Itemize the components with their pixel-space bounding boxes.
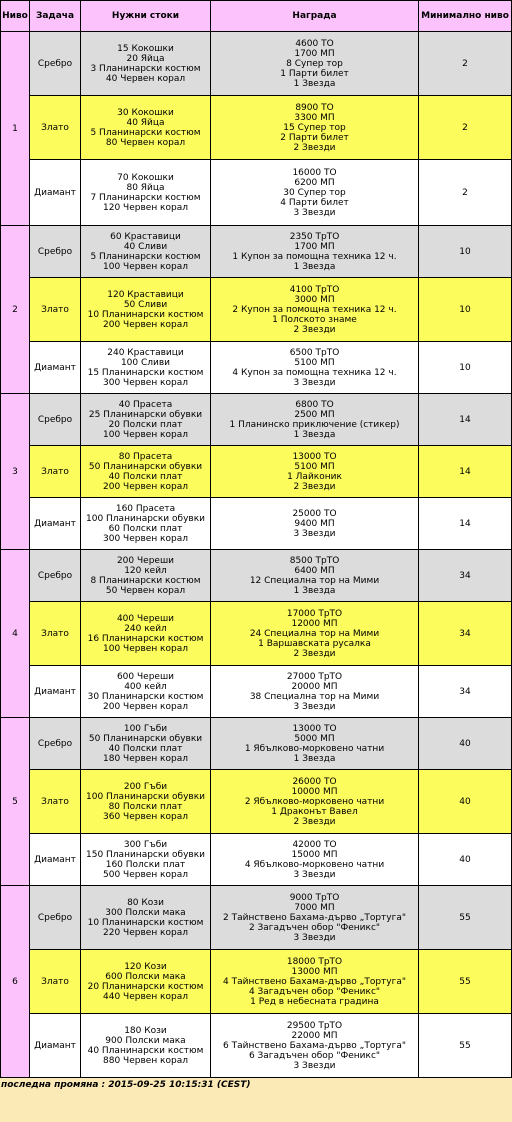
reward-item: 24 Специална тор на Мими	[249, 628, 380, 639]
min-level-cell: 2	[419, 32, 512, 96]
task-cell: Злато	[30, 278, 81, 342]
min-level-cell: 55	[419, 886, 512, 950]
goods-cell	[81, 886, 211, 950]
reward-cell	[211, 834, 419, 886]
reward-item: 12 Специална тор на Мими	[249, 575, 380, 586]
table-row	[1, 446, 512, 498]
reward-item: 1 Звезда	[293, 429, 336, 440]
min-level-cell: 2	[419, 96, 512, 160]
goods-item: 80 Яйца	[126, 182, 165, 193]
goods-item: 3 Планинарски костюм	[90, 63, 201, 74]
reward-item: 1700 МП	[294, 48, 335, 59]
table-row	[1, 394, 512, 446]
goods-item: 80 Червен корал	[105, 137, 186, 148]
reward-item: 26000 ТО	[292, 776, 337, 787]
reward-item: 1 Лайконик	[287, 471, 342, 482]
goods-item: 40 Прасета	[118, 399, 173, 410]
goods-cell	[81, 32, 211, 96]
reward-item: 3300 МП	[294, 112, 335, 123]
goods-item: 20 Планинарски костюм	[87, 981, 204, 992]
min-level-cell: 10	[419, 226, 512, 278]
goods-item: 300 Полски мака	[105, 907, 186, 918]
reward-item: 8500 ТрТО	[289, 555, 340, 566]
goods-item: 150 Планинарски обувки	[86, 849, 205, 860]
reward-item: 2 Звезди	[293, 816, 336, 827]
task-cell: Сребро	[30, 886, 81, 950]
table-row	[1, 96, 512, 160]
goods-cell	[81, 160, 211, 226]
reward-cell	[211, 718, 419, 770]
goods-item: 100 Червен корал	[103, 261, 188, 272]
goods-item: 220 Червен корал	[103, 927, 188, 938]
goods-item: 180 Червен корал	[103, 753, 188, 764]
goods-item: 40 Полски плат	[108, 471, 183, 482]
reward-item: 1 Парти билет	[280, 68, 349, 79]
goods-item: 8 Планинарски костюм	[90, 575, 201, 586]
task-cell: Злато	[30, 770, 81, 834]
table-row	[1, 498, 512, 550]
goods-item: 30 Планинарски костюм	[87, 691, 204, 702]
task-cell: Сребро	[30, 32, 81, 96]
reward-item: 5100 МП	[294, 357, 335, 368]
goods-item: 40 Полски плат	[108, 743, 183, 754]
reward-item: 30 Супер тор	[283, 187, 346, 198]
reward-cell	[211, 394, 419, 446]
task-cell: Диамант	[30, 498, 81, 550]
table-row	[1, 278, 512, 342]
goods-cell	[81, 96, 211, 160]
goods-item: 200 Червен корал	[103, 701, 188, 712]
reward-item: 1700 МП	[294, 241, 335, 252]
reward-item: 2 Звезди	[293, 142, 336, 153]
table-row	[1, 886, 512, 950]
min-level-cell: 10	[419, 342, 512, 394]
reward-item: 4 Тайнствено Бахама-дърво „Тортуга"	[223, 976, 406, 987]
table-row	[1, 834, 512, 886]
goods-cell	[81, 602, 211, 666]
min-level-cell: 14	[419, 446, 512, 498]
reward-item: 13000 МП	[291, 966, 338, 977]
reward-item: 25000 ТО	[292, 508, 337, 519]
header-level: Ниво	[1, 1, 30, 32]
reward-item: 1 Купон за помощна техника 12 ч.	[232, 251, 397, 262]
reward-item: 1 Звезда	[293, 261, 336, 272]
reward-item: 1 Драконът Вавел	[271, 806, 358, 817]
reward-item: 7000 МП	[294, 902, 335, 913]
goods-item: 120 кейл	[124, 565, 167, 576]
reward-item: 1 Звезда	[293, 78, 336, 89]
goods-item: 400 кейл	[124, 681, 167, 692]
goods-item: 50 Планинарски обувки	[88, 461, 203, 472]
task-cell: Диамант	[30, 834, 81, 886]
table-row	[1, 666, 512, 718]
min-level-cell: 14	[419, 498, 512, 550]
goods-item: 80 Кози	[127, 897, 164, 908]
task-cell: Злато	[30, 950, 81, 1014]
reward-item: 2500 МП	[294, 409, 335, 420]
goods-cell	[81, 550, 211, 602]
reward-item: 3000 МП	[294, 294, 335, 305]
goods-item: 120 Кози	[124, 961, 167, 972]
goods-item: 20 Полски плат	[108, 419, 183, 430]
reward-item: 2 Звезди	[293, 324, 336, 335]
goods-item: 20 Яйца	[126, 53, 165, 64]
header-min-level: Минимално ниво	[419, 1, 512, 32]
goods-cell	[81, 770, 211, 834]
level-cell: 4	[1, 550, 30, 718]
table-body	[1, 32, 512, 1078]
reward-item: 20000 МП	[291, 681, 338, 692]
min-level-cell: 34	[419, 666, 512, 718]
goods-item: 600 Полски мака	[105, 971, 186, 982]
goods-item: 100 Сливи	[120, 357, 171, 368]
goods-item: 300 Гъби	[123, 839, 168, 850]
reward-item: 17000 ТрТО	[286, 608, 343, 619]
table-row	[1, 550, 512, 602]
goods-item: 100 Планинарски обувки	[86, 513, 205, 524]
reward-item: 2 Звезди	[293, 481, 336, 492]
goods-item: 60 Краставици	[110, 231, 181, 242]
reward-item: 9400 МП	[294, 518, 335, 529]
reward-item: 8 Супер тор	[286, 58, 343, 69]
min-level-cell: 34	[419, 550, 512, 602]
goods-item: 50 Сливи	[123, 299, 168, 310]
reward-item: 9000 ТрТО	[289, 892, 340, 903]
reward-item: 1 Ред в небесната градина	[250, 996, 379, 1007]
reward-item: 2 Парти билет	[280, 132, 349, 143]
goods-item: 100 Червен корал	[103, 643, 188, 654]
goods-cell	[81, 498, 211, 550]
reward-item: 6800 ТО	[295, 399, 334, 410]
level-cell: 2	[1, 226, 30, 394]
reward-item: 4 Парти билет	[280, 197, 349, 208]
level-cell: 3	[1, 394, 30, 550]
reward-item: 4 Купон за помощна техника 12 ч.	[232, 367, 397, 378]
goods-item: 5 Планинарски костюм	[90, 127, 201, 138]
reward-item: 15 Супер тор	[283, 122, 346, 133]
reward-item: 3 Звезди	[293, 869, 336, 880]
reward-cell	[211, 666, 419, 718]
reward-cell	[211, 1014, 419, 1078]
reward-item: 3 Звезди	[293, 207, 336, 218]
reward-item: 27000 ТрТО	[286, 671, 343, 682]
goods-item: 160 Полски плат	[105, 859, 186, 870]
reward-item: 6400 МП	[294, 565, 335, 576]
goods-item: 100 Планинарски обувки	[86, 791, 205, 802]
table-row	[1, 32, 512, 96]
goods-item: 80 Полски плат	[108, 801, 183, 812]
goods-cell	[81, 834, 211, 886]
goods-item: 40 Сливи	[123, 241, 168, 252]
reward-cell	[211, 226, 419, 278]
goods-item: 80 Прасета	[118, 451, 173, 462]
reward-item: 13000 ТО	[292, 451, 337, 462]
goods-cell	[81, 394, 211, 446]
reward-item: 1 Звезда	[293, 585, 336, 596]
goods-item: 300 Червен корал	[103, 533, 188, 544]
task-cell: Диамант	[30, 160, 81, 226]
min-level-cell: 10	[419, 278, 512, 342]
goods-item: 50 Червен корал	[105, 585, 186, 596]
min-level-cell: 34	[419, 602, 512, 666]
task-cell: Сребро	[30, 718, 81, 770]
reward-item: 22000 МП	[291, 1030, 338, 1041]
reward-cell	[211, 950, 419, 1014]
table-header-row	[1, 1, 512, 32]
reward-item: 12000 МП	[291, 618, 338, 629]
goods-item: 360 Червен корал	[103, 811, 188, 822]
goods-cell	[81, 666, 211, 718]
reward-item: 13000 ТО	[292, 723, 337, 734]
goods-cell	[81, 342, 211, 394]
reward-item: 4 Ябълково-морковено чатни	[244, 859, 385, 870]
reward-item: 10000 МП	[291, 786, 338, 797]
reward-cell	[211, 342, 419, 394]
task-cell: Злато	[30, 602, 81, 666]
goods-item: 60 Полски плат	[108, 523, 183, 534]
table-row	[1, 342, 512, 394]
reward-item: 4100 ТрТО	[289, 284, 340, 295]
min-level-cell: 40	[419, 718, 512, 770]
goods-cell	[81, 226, 211, 278]
goods-item: 200 Гъби	[123, 781, 168, 792]
min-level-cell: 14	[419, 394, 512, 446]
goods-item: 15 Кокошки	[117, 43, 174, 54]
goods-item: 100 Гъби	[123, 723, 168, 734]
goods-item: 5 Планинарски костюм	[90, 251, 201, 262]
reward-item: 2 Купон за помощна техника 12 ч.	[232, 304, 397, 315]
table-row	[1, 950, 512, 1014]
reward-item: 2350 ТрТО	[289, 231, 340, 242]
level-cell: 5	[1, 718, 30, 886]
goods-item: 70 Кокошки	[117, 172, 174, 183]
reward-item: 5000 МП	[294, 733, 335, 744]
goods-item: 40 Яйца	[126, 117, 165, 128]
goods-item: 40 Планинарски костюм	[87, 1045, 204, 1056]
goods-cell	[81, 950, 211, 1014]
reward-item: 6500 ТрТО	[289, 347, 340, 358]
goods-item: 16 Планинарски костюм	[87, 633, 204, 644]
reward-item: 42000 ТО	[292, 839, 337, 850]
reward-item: 29500 ТрТО	[286, 1020, 343, 1031]
header-reward: Награда	[211, 1, 419, 32]
table-row	[1, 226, 512, 278]
goods-item: 40 Червен корал	[105, 73, 186, 84]
reward-item: 38 Специална тор на Мими	[249, 691, 380, 702]
goods-item: 200 Червен корал	[103, 481, 188, 492]
reward-item: 8900 ТО	[295, 102, 334, 113]
level-cell: 1	[1, 32, 30, 226]
reward-cell	[211, 96, 419, 160]
task-cell: Сребро	[30, 550, 81, 602]
table-row	[1, 718, 512, 770]
goods-cell	[81, 278, 211, 342]
table-row	[1, 770, 512, 834]
reward-cell	[211, 160, 419, 226]
min-level-cell: 40	[419, 770, 512, 834]
min-level-cell: 40	[419, 834, 512, 886]
goods-item: 10 Планинарски костюм	[87, 917, 204, 928]
goods-item: 400 Череши	[116, 613, 175, 624]
task-cell: Диамант	[30, 1014, 81, 1078]
reward-item: 4600 ТО	[295, 38, 334, 49]
reward-item: 3 Звезди	[293, 932, 336, 943]
goods-cell	[81, 1014, 211, 1078]
goods-item: 15 Планинарски костюм	[87, 367, 204, 378]
task-cell: Злато	[30, 446, 81, 498]
reward-cell	[211, 602, 419, 666]
goods-item: 600 Череши	[116, 671, 175, 682]
reward-cell	[211, 498, 419, 550]
task-cell: Сребро	[30, 226, 81, 278]
goods-item: 200 Череши	[116, 555, 175, 566]
goods-item: 100 Червен корал	[103, 429, 188, 440]
reward-item: 4 Загадъчен обор "Феникс"	[248, 986, 381, 997]
min-level-cell: 55	[419, 950, 512, 1014]
goods-item: 25 Планинарски обувки	[88, 409, 203, 420]
reward-item: 5100 МП	[294, 461, 335, 472]
reward-item: 1 Ябълково-морковено чатни	[244, 743, 385, 754]
goods-item: 900 Полски мака	[105, 1035, 186, 1046]
reward-item: 6 Тайнствено Бахама-дърво „Тортуга"	[223, 1040, 406, 1051]
header-goods: Нужни стоки	[81, 1, 211, 32]
goods-item: 7 Планинарски костюм	[90, 192, 201, 203]
reward-item: 1 Варшавската русалка	[258, 638, 371, 649]
reward-item: 16000 ТО	[292, 167, 337, 178]
table-row	[1, 160, 512, 226]
level-cell: 6	[1, 886, 30, 1078]
reward-item: 6 Загадъчен обор "Феникс"	[248, 1050, 381, 1061]
goods-item: 300 Червен корал	[103, 377, 188, 388]
reward-item: 2 Тайнствено Бахама-дърво „Тортуга"	[223, 912, 406, 923]
reward-cell	[211, 446, 419, 498]
min-level-cell: 2	[419, 160, 512, 226]
reward-item: 18000 ТрТО	[286, 956, 343, 967]
goods-item: 50 Планинарски обувки	[88, 733, 203, 744]
task-cell: Сребро	[30, 394, 81, 446]
goods-item: 180 Кози	[124, 1025, 167, 1036]
reward-item: 2 Загадъчен обор "Феникс"	[248, 922, 381, 933]
reward-item: 1 Планинско приключение (стикер)	[229, 419, 400, 430]
reward-cell	[211, 32, 419, 96]
goods-item: 120 Червен корал	[103, 202, 188, 213]
reward-item: 6200 МП	[294, 177, 335, 188]
reward-cell	[211, 886, 419, 950]
goods-item: 200 Червен корал	[103, 319, 188, 330]
goods-item: 10 Планинарски костюм	[87, 309, 204, 320]
reward-item: 1 Полското знаме	[272, 314, 357, 325]
reward-item: 15000 МП	[291, 849, 338, 860]
reward-item: 3 Звезди	[293, 377, 336, 388]
table-row	[1, 602, 512, 666]
goods-cell	[81, 718, 211, 770]
reward-item: 3 Звезди	[293, 1060, 336, 1071]
reward-cell	[211, 278, 419, 342]
goods-item: 120 Краставици	[107, 289, 184, 300]
reward-item: 3 Звезди	[293, 701, 336, 712]
header-task: Задача	[30, 1, 81, 32]
reward-cell	[211, 550, 419, 602]
reward-item: 1 Звезда	[293, 753, 336, 764]
last-modified: последна промяна : 2015-09-25 10:15:31 (CEST)	[1, 1080, 251, 1090]
goods-item: 160 Прасета	[115, 503, 176, 514]
table-row	[1, 1014, 512, 1078]
reward-item: 2 Ябълково-морковено чатни	[244, 796, 385, 807]
goods-item: 440 Червен корал	[103, 991, 188, 1002]
goods-item: 500 Червен корал	[103, 869, 188, 880]
task-cell: Диамант	[30, 666, 81, 718]
reward-cell	[211, 770, 419, 834]
goods-cell	[81, 446, 211, 498]
reward-item: 3 Звезди	[293, 528, 336, 539]
goods-item: 30 Кокошки	[117, 107, 174, 118]
goods-item: 240 Краставици	[107, 347, 184, 358]
task-cell: Диамант	[30, 342, 81, 394]
task-cell: Злато	[30, 96, 81, 160]
goods-item: 880 Червен корал	[103, 1055, 188, 1066]
min-level-cell: 55	[419, 1014, 512, 1078]
reward-item: 2 Звезди	[293, 648, 336, 659]
goods-item: 240 кейл	[124, 623, 167, 634]
